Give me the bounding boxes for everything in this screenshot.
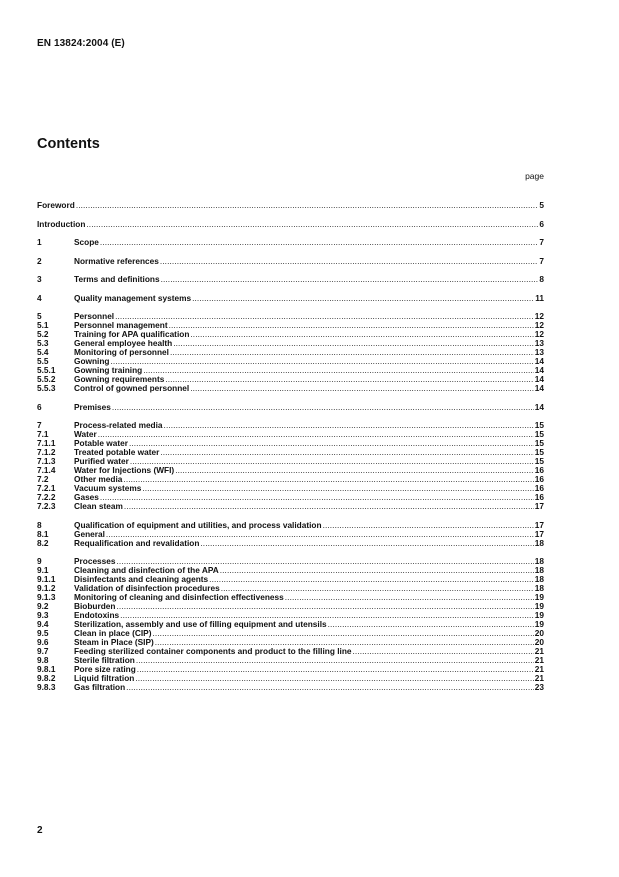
toc-entry-title: Bioburden [74,601,116,611]
toc-entry-title: Premises [74,401,111,412]
toc-entry-page: 17 [534,519,544,530]
toc-entry-number: 5.1 [37,320,49,330]
toc-entry-title: Sterile filtration [74,655,135,665]
toc-entry-title: Introduction [37,218,86,229]
toc-entry-page: 18 [534,565,544,575]
toc-entry-number: 5.5.3 [37,383,56,393]
dot-leader [135,674,533,683]
toc-entry-title: Purified water [74,456,129,466]
toc-entry-number: 7.1.1 [37,438,56,448]
toc-entry-page: 20 [534,637,544,647]
toc-entry[interactable] [37,683,544,692]
toc-entry-number: 7.2 [37,474,49,484]
dot-leader [152,629,533,638]
toc-entry[interactable] [37,348,544,357]
dot-leader [98,430,534,439]
dot-leader [160,448,533,457]
toc-entry-page: 15 [534,438,544,448]
toc-entry-title: Clean steam [74,501,123,511]
toc-entry-number: 7.2.1 [37,483,56,493]
toc-entry[interactable] [37,421,544,430]
toc-entry-page: 17 [534,501,544,511]
dot-leader [328,620,534,629]
toc-entry-page: 6 [539,218,544,229]
toc-entry-title: Requalification and revalidation [74,537,200,548]
toc-entry-number: 5.5 [37,356,49,366]
toc-entry-page: 14 [534,401,544,412]
toc-entry[interactable] [37,275,544,284]
toc-entry-number: 9.7 [37,646,49,656]
toc-entry-title: Clean in place (CIP) [74,628,152,638]
toc-entry-page: 18 [534,537,544,548]
dot-leader [124,502,534,511]
toc-entry-page: 17 [534,528,544,539]
dot-leader [192,294,534,303]
toc-entry-number: 7.1.2 [37,447,56,457]
toc-entry-number: 9.2 [37,601,49,611]
dot-leader [111,357,534,366]
toc-entry-number: 5.5.2 [37,374,56,384]
toc-entry-title: Terms and definitions [74,274,160,284]
dot-leader [164,421,534,430]
toc-entry-number: 9.1.3 [37,592,56,602]
toc-entry-number: 8.1 [37,528,49,539]
toc-entry-number: 9.8.1 [37,664,56,674]
dot-leader [170,348,534,357]
toc-entry-page: 15 [534,456,544,466]
toc-entry-number: 9.3 [37,610,49,620]
toc-entry-title: General [74,528,105,539]
toc-entry-number: 9.4 [37,619,49,629]
toc-entry[interactable] [37,403,544,412]
dot-leader [142,484,533,493]
dot-leader [86,220,538,229]
toc-entry-page: 15 [534,429,544,439]
toc-entry[interactable] [37,257,544,266]
toc-entry-title: Gas filtration [74,682,126,692]
toc-entry-page: 18 [534,574,544,584]
toc-entry-page: 21 [534,673,544,683]
dot-leader [116,602,533,611]
toc-entry-number: 7.1.4 [37,465,56,475]
toc-entry-title: Liquid filtration [74,673,135,683]
dot-leader [323,521,534,530]
toc-entry-page: 5 [539,200,544,210]
toc-entry-page: 19 [534,610,544,620]
toc-entry-number: 3 [37,274,42,284]
dot-leader [136,656,534,665]
toc-entry[interactable] [37,384,544,393]
dot-leader [160,257,539,266]
toc-entry-number: 9.1.2 [37,583,56,593]
toc-entry-number: 5.3 [37,338,49,348]
toc-entry-page: 18 [534,556,544,566]
toc-entry-number: 7.2.3 [37,501,56,511]
toc-entry-title: Treated potable water [74,447,160,457]
toc-entry-number: 9.8.2 [37,673,56,683]
toc-entry-title: Processes [74,556,116,566]
toc-entry-number: 5.2 [37,329,49,339]
toc-entry-title: Training for APA qualification [74,329,190,339]
toc-entry-title: Gowning training [74,365,143,375]
toc-entry-number: 2 [37,255,42,266]
toc-entry-page: 20 [534,628,544,638]
toc-entry-number: 8 [37,519,42,530]
toc-entry-title: Qualification of equipment and utilities, and process validation [74,519,322,530]
toc-entry-title: Potable water [74,438,128,448]
toc-entry-page: 14 [534,365,544,375]
toc-entry-page: 14 [534,374,544,384]
toc-entry-page: 15 [534,447,544,457]
toc-entry-title: Disinfectants and cleaning agents [74,574,209,584]
toc-entry-page: 19 [534,592,544,602]
dot-leader [220,566,534,575]
toc-entry-page: 13 [534,347,544,357]
toc-entry-number: 8.2 [37,537,49,548]
toc-entry-title: Endotoxins [74,610,120,620]
toc-entry-page: 23 [534,682,544,692]
dot-leader [123,475,533,484]
toc-entry-title: Vacuum systems [74,483,142,493]
dot-leader [161,275,539,284]
toc-entry-page: 16 [534,465,544,475]
toc-entry-number: 7.1 [37,429,49,439]
toc-entry-page: 16 [534,483,544,493]
dot-leader [130,457,534,466]
dot-leader [190,330,533,339]
dot-leader [169,321,534,330]
toc-entry-page: 11 [535,292,544,303]
toc-entry[interactable] [37,484,544,493]
toc-entry-title: Water [74,429,97,439]
dot-leader [112,403,534,412]
toc-entry-page: 14 [534,383,544,393]
dot-leader [175,466,534,475]
toc-entry-number: 9.8 [37,655,49,665]
toc-entry-number: 5 [37,311,42,321]
toc-entry-page: 19 [534,619,544,629]
dot-leader [190,384,534,393]
dot-leader [143,366,534,375]
toc-entry-title: Monitoring of cleaning and disinfection effectiveness [74,592,284,602]
toc-entry-title: Steam in Place (SIP) [74,637,154,647]
toc-entry[interactable] [37,539,544,548]
toc-entry-page: 7 [539,237,544,247]
toc-entry-number: 9 [37,556,42,566]
toc-entry-title: Foreword [37,200,75,210]
toc-entry-number: 7 [37,420,42,430]
dot-leader [115,312,534,321]
toc-entry-title: Scope [74,237,99,247]
dot-leader [100,493,534,502]
toc-entry-title: General employee health [74,338,173,348]
toc-entry-number: 4 [37,292,42,303]
toc-entry-title: Validation of disinfection procedures [74,583,220,593]
toc-entry[interactable] [37,294,544,303]
toc-entry-title: Gowning [74,356,110,366]
dot-leader [129,439,534,448]
toc-entry-page: 21 [534,664,544,674]
toc-entry-number: 9.1 [37,565,49,575]
toc-entry[interactable] [37,201,544,210]
toc-entry-page: 12 [534,329,544,339]
toc-entry[interactable] [37,238,544,247]
toc-entry-title: Control of gowned personnel [74,383,190,393]
contents-heading: Contents [37,136,100,152]
toc-entry-page: 21 [534,655,544,665]
toc-entry-page: 18 [534,583,544,593]
dot-leader [126,683,534,692]
toc-entry-title: Other media [74,474,123,484]
toc-entry-number: 9.8.3 [37,682,56,692]
toc-entry[interactable] [37,502,544,511]
toc-entry-number: 5.4 [37,347,49,357]
toc-entry-page: 12 [534,311,544,321]
dot-leader [209,575,534,584]
toc-entry-page: 8 [539,274,544,284]
toc-entry-number: 9.6 [37,637,49,647]
dot-leader [200,539,533,548]
toc-entry[interactable] [37,220,544,229]
dot-leader [100,238,538,247]
toc-entry-page: 7 [539,255,544,266]
toc-entry-number: 7.1.3 [37,456,56,466]
toc-entry-number: 9.5 [37,628,49,638]
page-column-label: page [525,171,544,181]
toc-entry-title: Water for Injections (WFI) [74,465,175,475]
toc-entry-title: Sterilization, assembly and use of filling equipment and utensils [74,619,327,629]
dot-leader [285,593,534,602]
toc-entry-title: Gases [74,492,99,502]
toc-entry-title: Personnel [74,311,115,321]
toc-entry-title: Pore size rating [74,664,136,674]
toc-entry-page: 16 [534,492,544,502]
dot-leader [76,201,539,210]
document-id: EN 13824:2004 (E) [37,38,125,49]
toc-entry-title: Quality management systems [74,292,192,303]
toc-entry-title: Personnel management [74,320,168,330]
toc-entry[interactable] [37,521,544,530]
toc-entry-number: 9.1.1 [37,574,56,584]
toc-entry-page: 14 [534,356,544,366]
toc-entry-page: 13 [534,338,544,348]
toc-entry-page: 21 [534,646,544,656]
toc-entry-title: Feeding sterilized container components and product to the filling line [74,646,352,656]
toc-entry-page: 16 [534,474,544,484]
table-of-contents [37,201,544,692]
toc-entry-page: 15 [534,420,544,430]
dot-leader [353,647,534,656]
toc-entry-number: 6 [37,401,42,412]
toc-entry-title: Cleaning and disinfection of the APA [74,565,219,575]
toc-entry-title: Monitoring of personnel [74,347,169,357]
toc-entry-number: 1 [37,237,42,247]
toc-entry-number: 7.2.2 [37,492,56,502]
footer-page-number: 2 [37,825,43,836]
toc-entry-title: Gowning requirements [74,374,165,384]
dot-leader [173,339,534,348]
toc-entry-page: 12 [534,320,544,330]
dot-leader [165,375,533,384]
toc-entry-number: 5.5.1 [37,365,56,375]
toc-entry-page: 19 [534,601,544,611]
toc-entry-title: Normative references [74,255,159,266]
dot-leader [137,665,534,674]
toc-entry-title: Process-related media [74,420,163,430]
